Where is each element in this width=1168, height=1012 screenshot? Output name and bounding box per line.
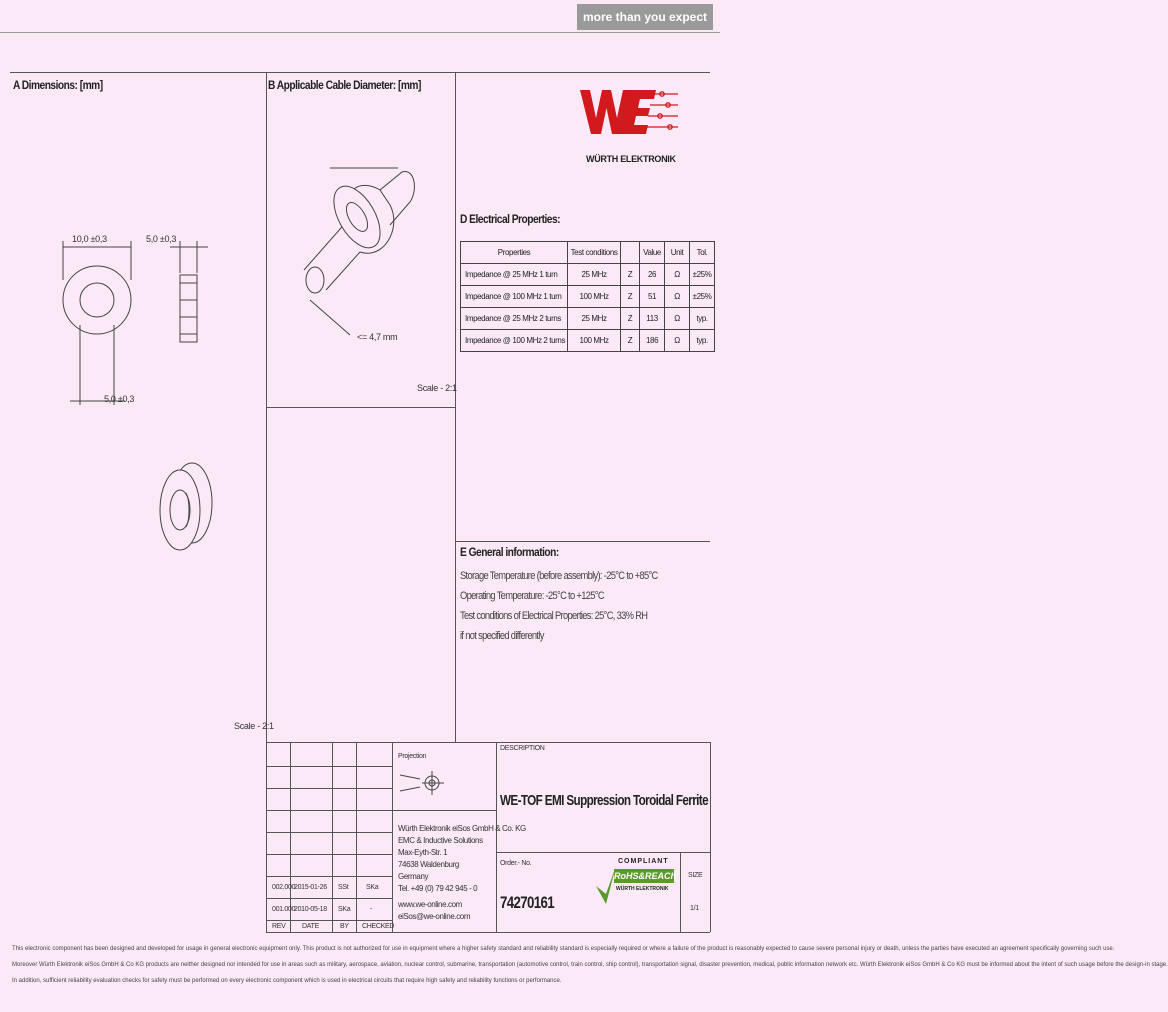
page-number: 1/1 bbox=[690, 905, 699, 912]
order-number-label: Order.- No. bbox=[500, 860, 532, 867]
tb-row bbox=[266, 854, 392, 855]
table-row bbox=[461, 286, 715, 308]
rohs-badge bbox=[594, 858, 676, 912]
cell-tol: ±25% bbox=[690, 286, 715, 308]
tb-row bbox=[266, 766, 392, 767]
cell-unit: Ω bbox=[665, 330, 690, 352]
table-header-row bbox=[461, 242, 715, 264]
tb-row bbox=[266, 832, 392, 833]
cell-condition: 100 MHz bbox=[568, 286, 621, 308]
cell-symbol: Z bbox=[621, 308, 640, 330]
title-block-left bbox=[266, 742, 267, 932]
cell-symbol: Z bbox=[621, 264, 640, 286]
address-line: Würth Elektronik eiSos GmbH & Co. KG bbox=[398, 824, 526, 833]
tb-col-4 bbox=[392, 742, 393, 932]
cell-symbol: Z bbox=[621, 286, 640, 308]
cell-tol: typ. bbox=[690, 330, 715, 352]
cell-unit: Ω bbox=[665, 308, 690, 330]
tb-row bbox=[266, 898, 392, 899]
projection-label: Projection bbox=[398, 753, 427, 760]
title-block-right bbox=[710, 742, 711, 932]
section-b-title: B Applicable Cable Diameter: [mm] bbox=[268, 78, 421, 92]
header-symbol bbox=[621, 242, 640, 264]
rohs-compliant: COMPLIANT bbox=[618, 858, 669, 865]
tb-row bbox=[266, 920, 392, 921]
table-row bbox=[461, 330, 715, 352]
tb-col-6 bbox=[680, 852, 681, 932]
rev-date: 2010-05-18 bbox=[294, 906, 327, 913]
cable-drawing bbox=[290, 150, 450, 350]
cell-property: Impedance @ 100 MHz 2 turns bbox=[461, 330, 568, 352]
header-value: Value bbox=[640, 242, 665, 264]
rev-header: CHECKED bbox=[362, 923, 395, 930]
table-row bbox=[461, 308, 715, 330]
email-link[interactable]: eiSos@we-online.com bbox=[398, 912, 471, 921]
cell-condition: 25 MHz bbox=[568, 308, 621, 330]
rev-number: 001.000 bbox=[272, 906, 296, 913]
rev-number: 002.000 bbox=[272, 884, 296, 891]
rev-by: SSt bbox=[338, 884, 349, 891]
rev-header: DATE bbox=[302, 923, 319, 930]
height-label: 5,0 ±0,3 bbox=[146, 234, 177, 244]
address-line: 74638 Waldenburg bbox=[398, 860, 459, 869]
toroid-3d-view bbox=[150, 455, 220, 565]
electrical-properties-table bbox=[460, 241, 715, 352]
tb-col-5 bbox=[496, 742, 497, 932]
tb-row bbox=[266, 810, 392, 811]
title-block-bottom bbox=[266, 932, 710, 933]
frame-top bbox=[10, 72, 710, 73]
cell-condition: 25 MHz bbox=[568, 264, 621, 286]
cell-property: Impedance @ 100 MHz 1 turn bbox=[461, 286, 568, 308]
size-label: SIZE bbox=[688, 872, 703, 879]
rohs-company: WÜRTH ELEKTRONIK bbox=[616, 886, 669, 892]
tb-row bbox=[392, 810, 496, 811]
section-d-title: D Electrical Properties: bbox=[460, 212, 561, 226]
cell-unit: Ω bbox=[665, 264, 690, 286]
description-title: WE-TOF EMI Suppression Toroidal Ferrite bbox=[500, 792, 708, 809]
address-line: Max-Eyth-Str. 1 bbox=[398, 848, 448, 857]
tb-col-3 bbox=[356, 742, 357, 932]
outer-diameter-label: 10,0 ±0,3 bbox=[72, 234, 107, 244]
we-logo-icon bbox=[578, 84, 680, 146]
cell-unit: Ω bbox=[665, 286, 690, 308]
tb-col-1 bbox=[290, 742, 291, 932]
address-line: Germany bbox=[398, 872, 429, 881]
cell-property: Impedance @ 25 MHz 2 turns bbox=[461, 308, 568, 330]
tb-col-2 bbox=[332, 742, 333, 932]
rev-header: BY bbox=[340, 923, 349, 930]
tb-row bbox=[496, 852, 710, 853]
inner-diameter-label: 5,0 ±0,3 bbox=[104, 394, 135, 404]
order-number: 74270161 bbox=[500, 893, 555, 912]
rev-checked: SKa bbox=[366, 884, 379, 891]
cell-symbol: Z bbox=[621, 330, 640, 352]
description-label: DESCRIPTION bbox=[500, 745, 545, 752]
header-properties: Properties bbox=[461, 242, 568, 264]
rev-by: SKa bbox=[338, 906, 351, 913]
brand-name: WÜRTH ELEKTRONIK bbox=[586, 154, 676, 164]
frame-divider-2 bbox=[455, 72, 456, 742]
cell-condition: 100 MHz bbox=[568, 330, 621, 352]
header-tol: Tol. bbox=[690, 242, 715, 264]
cell-value: 186 bbox=[640, 330, 665, 352]
cell-value: 26 bbox=[640, 264, 665, 286]
header-divider bbox=[0, 32, 720, 33]
tb-row bbox=[266, 876, 392, 877]
cell-value: 113 bbox=[640, 308, 665, 330]
section-a-title: A Dimensions: [mm] bbox=[13, 78, 103, 92]
rev-header: REV bbox=[272, 923, 286, 930]
cell-value: 51 bbox=[640, 286, 665, 308]
rev-checked: - bbox=[370, 906, 373, 913]
projection-symbol-icon bbox=[400, 765, 448, 801]
cell-tol: typ. bbox=[690, 308, 715, 330]
address-line: Tel. +49 (0) 79 42 945 - 0 bbox=[398, 884, 478, 893]
rev-date: 2015-01-26 bbox=[294, 884, 327, 891]
wurth-logo bbox=[578, 84, 680, 164]
general-info-line: Storage Temperature (before assembly): -25°C to +85°C bbox=[460, 570, 658, 582]
cable-scale-label: Scale - 2:1 bbox=[417, 383, 457, 393]
frame-b-bottom bbox=[266, 407, 455, 408]
tb-row bbox=[266, 788, 392, 789]
general-info-line: Operating Temperature: -25°C to +125°C bbox=[460, 590, 604, 602]
general-info-line: Test conditions of Electrical Properties: 25°C, 33% RH bbox=[460, 610, 648, 622]
website-link[interactable]: www.we-online.com bbox=[398, 900, 462, 909]
section-e-title: E General information: bbox=[460, 545, 559, 559]
header-unit: Unit bbox=[665, 242, 690, 264]
dimension-drawing bbox=[40, 225, 220, 410]
table-row bbox=[461, 264, 715, 286]
rohs-name: RoHS&REACh bbox=[614, 871, 676, 881]
address-line: EMC & Inductive Solutions bbox=[398, 836, 483, 845]
disclaimer-line: This electronic component has been designed and developed for usage in general electronic equipment only. This product is not authorized for use in equipment where a higher safety standard and reliability standard is especially required or where a failure of the product is reasonably expected to cause severe personal injury or death, unless the parties have executed an agreement specifically governing such use. bbox=[12, 946, 1115, 952]
frame-d-bottom bbox=[455, 541, 710, 542]
slogan-banner: more than you expect bbox=[577, 4, 713, 30]
cell-property: Impedance @ 25 MHz 1 turn bbox=[461, 264, 568, 286]
cell-tol: ±25% bbox=[690, 264, 715, 286]
disclaimer-line: Moreover Würth Elektronik eiSos GmbH & Co KG products are neither designed nor intended for use in areas such as military, aerospace, aviation, nuclear control, submarine, transportation (automotive control, train control, ship control), transportation signal, disaster prevention, medical, public information network etc. Würth Elektronik eiSos GmbH & Co KG must be informed about the intent of such usage before the design-in stage. bbox=[12, 962, 1168, 968]
general-info-line: if not specified differently bbox=[460, 630, 544, 642]
cable-diameter-label: <= 4,7 mm bbox=[357, 332, 398, 342]
disclaimer-line: In addition, sufficient reliability evaluation checks for safety must be performed on every electronic component which is used in electrical circuits that require high safety and reliability functions or performance. bbox=[12, 978, 562, 984]
header-test-conditions: Test conditions bbox=[568, 242, 621, 264]
dims-scale-label: Scale - 2:1 bbox=[234, 721, 274, 731]
